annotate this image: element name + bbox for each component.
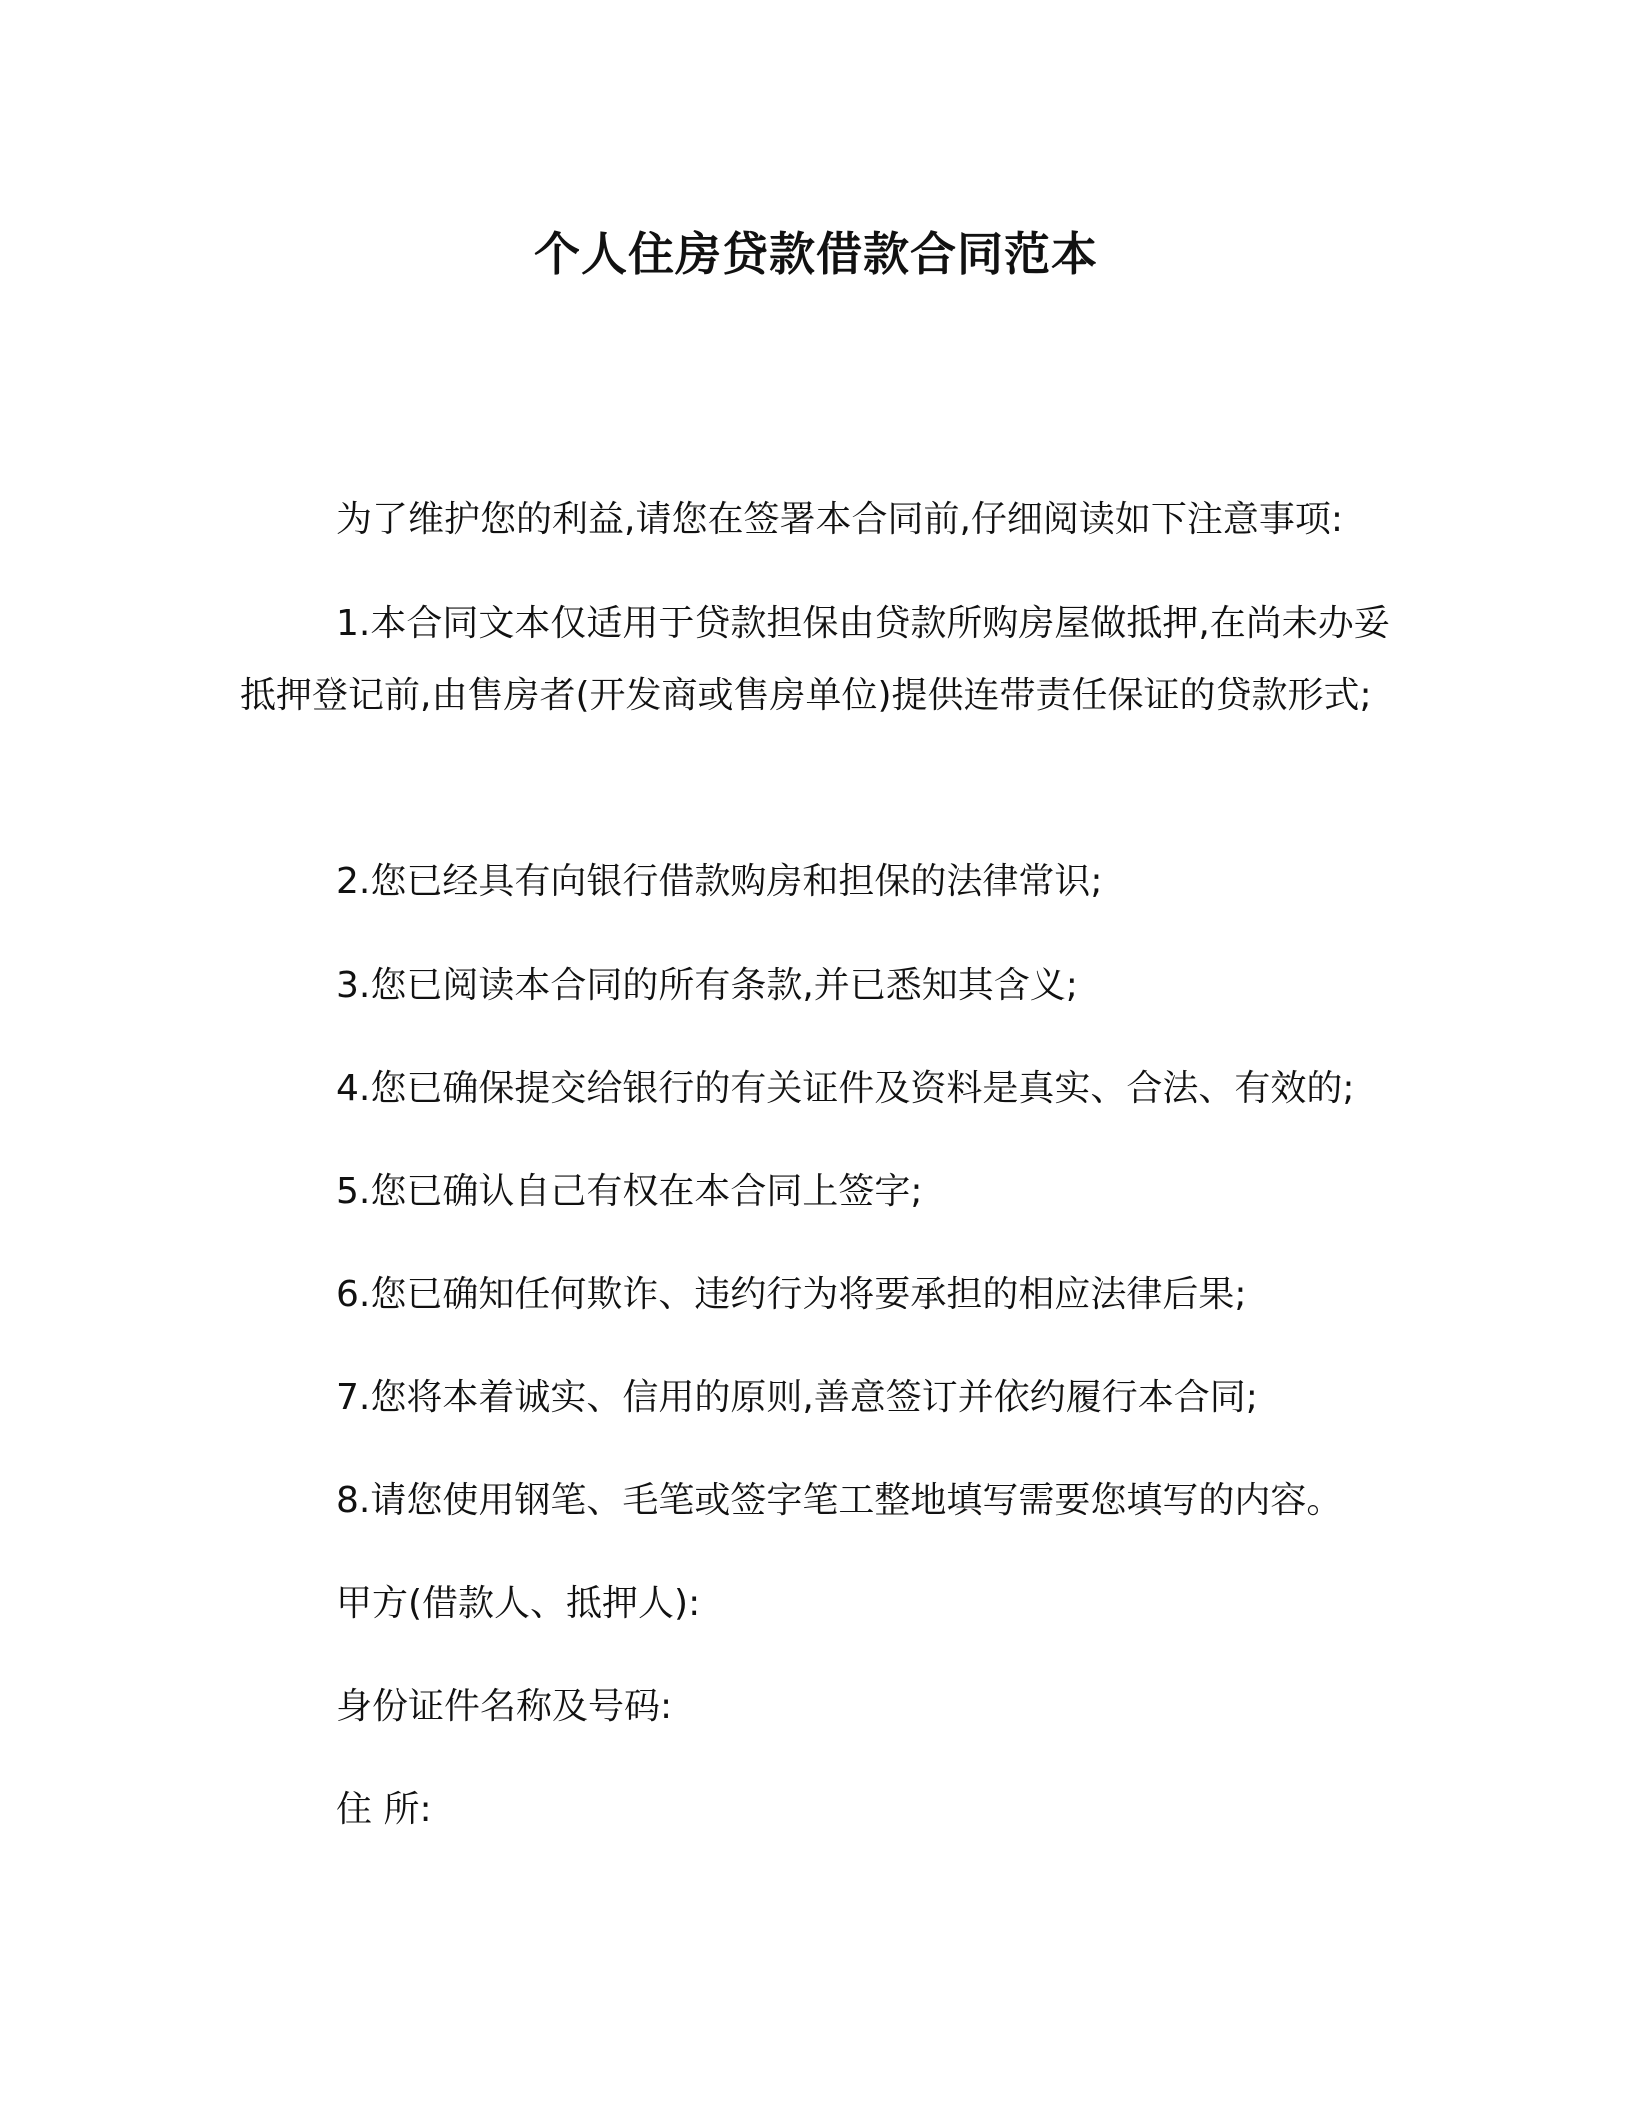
notice-item-7: 7.您将本着诚实、信用的原则,善意签订并依约履行本合同; <box>336 1377 1258 1418</box>
party-a-label: 甲方(借款人、抵押人): <box>336 1583 701 1624</box>
address-label: 住 所: <box>336 1789 432 1830</box>
intro-paragraph: 为了维护您的利益,请您在签署本合同前,仔细阅读如下注意事项: <box>336 499 1344 540</box>
notice-item-1: 1.本合同文本仅适用于贷款担保由贷款所购房屋做抵押,在尚未办妥抵押登记前,由售房者(开发商或售房单位)提供连带责任保证的贷款形式; <box>240 603 1390 716</box>
notice-item-4: 4.您已确保提交给银行的有关证件及资料是真实、合法、有效的; <box>336 1068 1355 1109</box>
notice-item-8: 8.请您使用钢笔、毛笔或签字笔工整地填写需要您填写的内容。 <box>336 1480 1343 1521</box>
notice-item-6: 6.您已确知任何欺诈、违约行为将要承担的相应法律后果; <box>336 1274 1247 1315</box>
notice-item-2: 2.您已经具有向银行借款购房和担保的法律常识; <box>336 861 1103 902</box>
id-document-label: 身份证件名称及号码: <box>336 1686 673 1727</box>
notice-item-5: 5.您已确认自己有权在本合同上签字; <box>336 1171 923 1212</box>
notice-item-3: 3.您已阅读本合同的所有条款,并已悉知其含义; <box>336 965 1078 1006</box>
document-title: 个人住房贷款借款合同范本 <box>534 227 1098 281</box>
